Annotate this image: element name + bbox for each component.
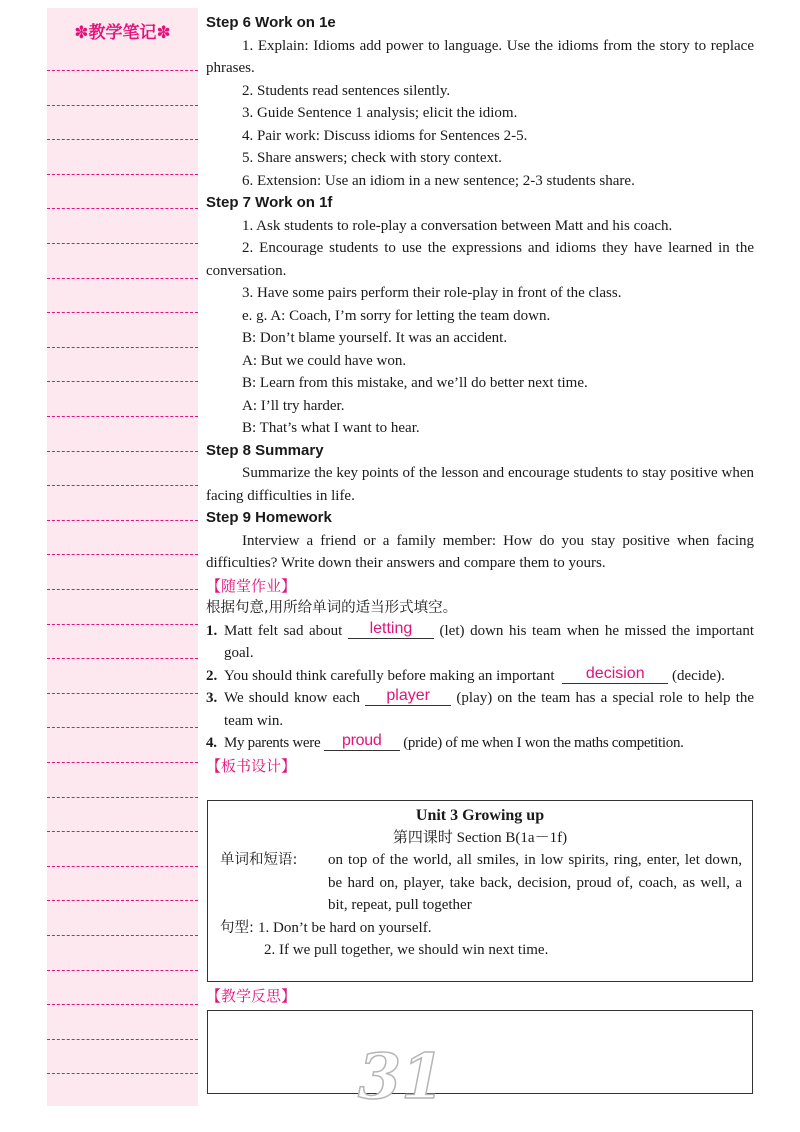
- board-vocab-row: [208, 849, 752, 917]
- answer-blank: player: [365, 687, 451, 706]
- note-line: [47, 970, 198, 971]
- vocab-list: on top of the world, all smiles, in low spirits, ring, enter, let down, be hard on, player, take back, decision, proud of, coach, as well, a bit, repeat, pull together: [328, 852, 742, 913]
- note-line: [47, 554, 198, 555]
- note-line: [47, 416, 198, 417]
- notes-sidebar: [47, 8, 198, 1106]
- step6-item: 1. Explain: Idioms add power to language. Use the idioms from the story to replace phrases.: [206, 37, 754, 76]
- note-line: [47, 693, 198, 694]
- note-line: [47, 347, 198, 348]
- step7-item: 2. Encourage students to use the expressions and idioms they have learned in the conversation.: [206, 240, 754, 279]
- note-line: [47, 381, 198, 382]
- note-line: [47, 658, 198, 659]
- step6-item: 4. Pair work: Discuss idioms for Sentences 2-5.: [242, 127, 528, 144]
- exercise-text: (play) on the team has a special role to help the team win.: [224, 690, 755, 729]
- note-line: [47, 105, 198, 106]
- note-line: [47, 727, 198, 728]
- exercise-number: 1.: [206, 622, 218, 639]
- dialogue-line: A: I’ll try harder.: [242, 397, 345, 414]
- step6-heading: Step 6 Work on 1e: [206, 14, 336, 31]
- exercise-item: [206, 665, 754, 688]
- note-line: [47, 312, 198, 313]
- note-line: [47, 485, 198, 486]
- step6-item: 2. Students read sentences silently.: [242, 82, 451, 99]
- page-number: 31: [358, 1040, 445, 1113]
- exercise-item: [206, 687, 754, 732]
- exercise-text: We should know each: [224, 690, 360, 706]
- reflection-title: 【教学反思】: [206, 987, 297, 1005]
- sentence-item: 1. Don’t be hard on yourself.: [258, 919, 432, 936]
- exercise-text: You should think carefully before making an important: [224, 667, 555, 684]
- exercise-text: (let) down his team when he missed the important goal.: [224, 622, 755, 661]
- homework-title: 【随堂作业】: [206, 576, 297, 595]
- note-line: [47, 139, 198, 140]
- dialogue-line: B: Learn from this mistake, and we’ll do better next time.: [242, 375, 588, 391]
- note-line: [47, 589, 198, 590]
- note-line: [47, 797, 198, 798]
- exercise-text: (pride) of me when I won the maths competition.: [403, 735, 684, 751]
- step9-text: Interview a friend or a family member: How do you stay positive when facing difficulties? Write down their answers and compare them to yours.: [206, 532, 754, 571]
- exercise-text: Matt felt sad about: [224, 622, 343, 639]
- exercise-text: (decide).: [672, 667, 725, 684]
- exercise-item: [206, 732, 754, 755]
- note-line: [47, 243, 198, 244]
- step7-heading: Step 7 Work on 1f: [206, 194, 333, 211]
- note-line: [47, 520, 198, 521]
- exercise-text: My parents were: [224, 735, 321, 751]
- step7-item: 3. Have some pairs perform their role-play in front of the class.: [242, 285, 622, 301]
- board-design-title: 【板书设计】: [206, 756, 297, 775]
- sidebar-title: ✽教学笔记✽: [74, 23, 171, 43]
- step6-item: 5. Share answers; check with story context.: [242, 150, 502, 166]
- note-line: [47, 451, 198, 452]
- note-line: [47, 866, 198, 867]
- lesson-content: [206, 12, 754, 777]
- exercise-number: 4.: [206, 735, 217, 751]
- note-line: [47, 1073, 198, 1074]
- step8-heading: Step 8 Summary: [206, 441, 324, 459]
- note-line: [47, 624, 198, 625]
- note-line: [47, 762, 198, 763]
- dialogue-line: B: Don’t blame yourself. It was an accident.: [242, 330, 508, 346]
- exercise-item: [206, 620, 754, 665]
- dialogue-line: B: That’s what I want to hear.: [242, 420, 420, 436]
- answer-blank: proud: [324, 732, 400, 751]
- reflection-box: [207, 1010, 753, 1094]
- note-line: [47, 174, 198, 175]
- note-line: [47, 935, 198, 936]
- dialogue-line: A: But we could have won.: [242, 352, 407, 369]
- dialogue-line: e. g. A: Coach, I’m sorry for letting the team down.: [242, 307, 551, 324]
- answer-blank: decision: [562, 665, 668, 684]
- step6-item: 6. Extension: Use an idiom in a new sentence; 2-3 students share.: [242, 172, 635, 189]
- note-line: [47, 208, 198, 209]
- board-sentence-row: [208, 917, 752, 962]
- step8-text: Summarize the key points of the lesson and encourage students to stay positive when facing difficulties in life.: [206, 465, 754, 504]
- step7-item: 1. Ask students to role-play a conversation between Matt and his coach.: [242, 217, 673, 234]
- sentence-item: 2. If we pull together, we should win next time.: [264, 942, 549, 958]
- note-line: [47, 900, 198, 901]
- note-line: [47, 70, 198, 71]
- homework-instruction: 根据句意,用所给单词的适当形式填空。: [206, 600, 458, 616]
- step6-item: 3. Guide Sentence 1 analysis; elicit the idiom.: [242, 105, 518, 121]
- exercise-number: 3.: [206, 690, 218, 706]
- note-line: [47, 278, 198, 279]
- board-design-box: [207, 800, 753, 982]
- note-line: [47, 1039, 198, 1040]
- vocab-label: 单词和短语:: [220, 852, 298, 868]
- exercise-number: 2.: [206, 667, 218, 684]
- answer-blank: letting: [348, 620, 434, 639]
- board-lesson: 第四课时 Section B(1a－1f): [392, 830, 568, 846]
- note-line: [47, 1004, 198, 1005]
- sentence-label: 句型:: [220, 919, 254, 936]
- note-line: [47, 831, 198, 832]
- board-unit-title: Unit 3 Growing up: [415, 807, 545, 824]
- step9-heading: Step 9 Homework: [206, 509, 332, 526]
